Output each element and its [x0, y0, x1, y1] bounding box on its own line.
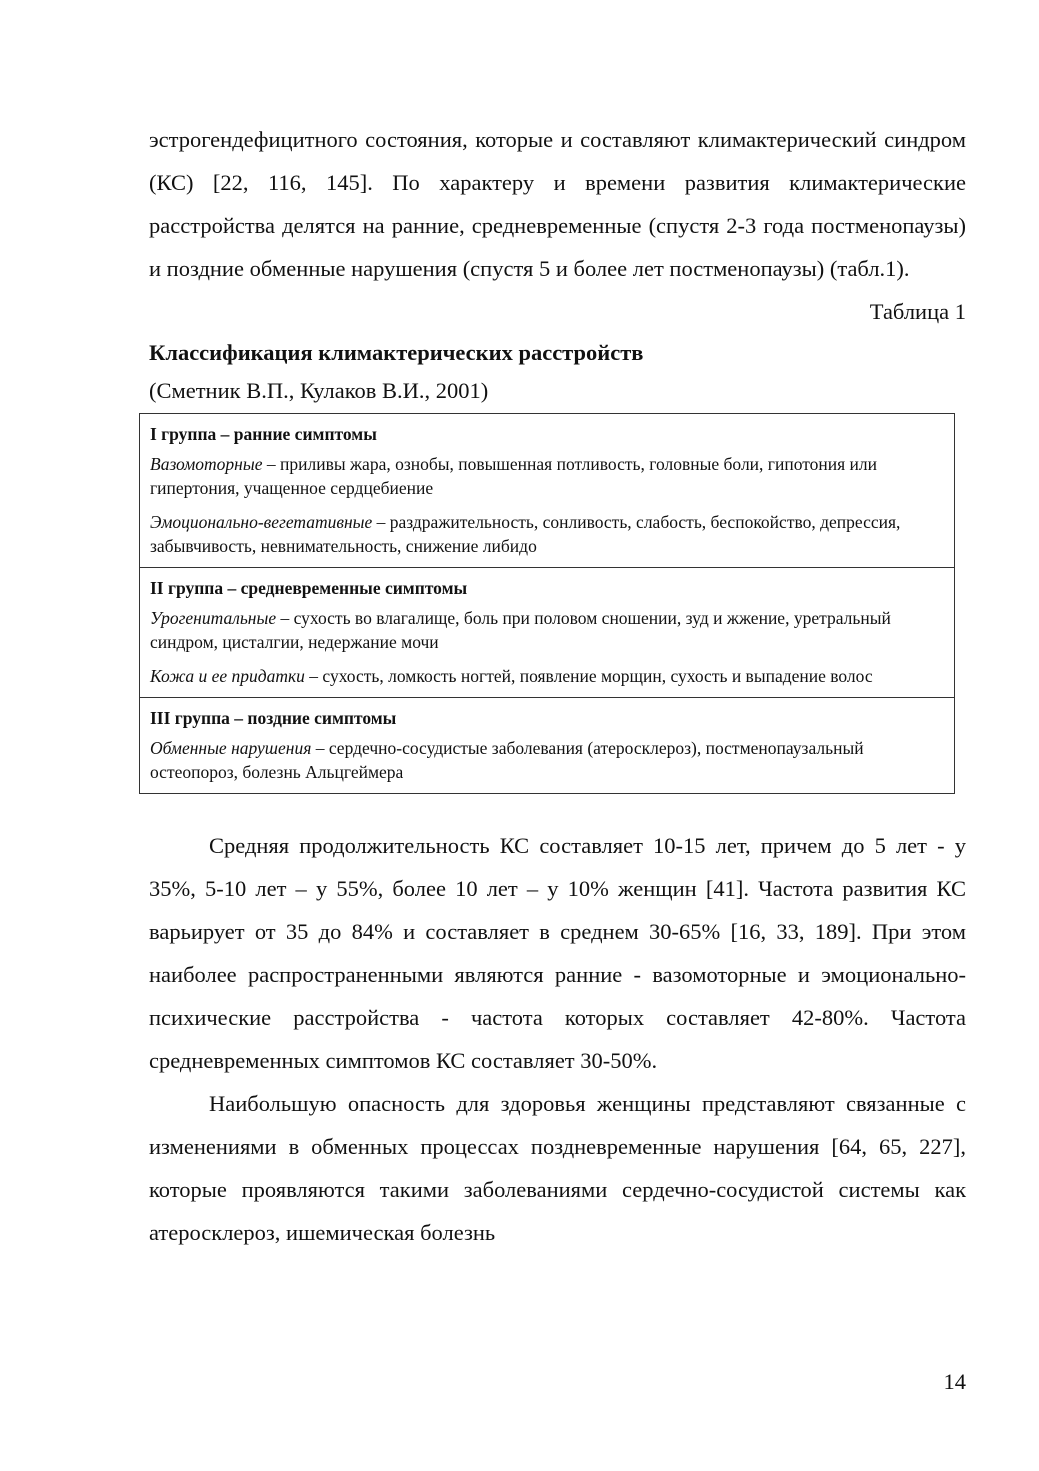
item-term: Обменные нарушения: [150, 738, 312, 758]
paragraph-danger: Наибольшую опасность для здоровья женщины представляют связанные с изменениями в обменных процессах поздневременные нарушения [64, 65, 227], которые проявляются такими заболеваниями сердечно-сосудистой системы как атеросклероз, ишемическая болезнь: [149, 1091, 966, 1245]
item-term: Вазомоторные: [150, 454, 263, 474]
item-term: Кожа и ее придатки: [150, 666, 305, 686]
group-title: III группа – поздние симптомы: [150, 708, 397, 728]
group-title: II группа – средневременные симптомы: [150, 578, 468, 598]
table-group-late: [140, 697, 954, 793]
group-item: [150, 510, 944, 558]
group-item: [150, 664, 944, 688]
classification-table: [139, 413, 955, 794]
document-page: [149, 118, 966, 1254]
table-group-middle: [140, 567, 954, 697]
item-text: – сухость, ломкость ногтей, появление морщин, сухость и выпадение волос: [304, 666, 873, 686]
item-text: – сердечно-сосудистые заболевания (атеросклероз), постменопаузальный остеопороз, болезнь Альцгеймера: [150, 738, 864, 782]
item-text: – приливы жара, ознобы, повышенная потливость, головные боли, гипотония или гипертония, учащенное сердцебиение: [150, 454, 878, 498]
table-group-early: [140, 414, 954, 567]
item-text: – сухость во влагалище, боль при половом сношении, зуд и жжение, уретральный синдром, цисталгии, недержание мочи: [150, 608, 891, 652]
table-source: (Сметник В.П., Кулаков В.И., 2001): [149, 378, 489, 403]
item-term: Эмоционально-вегетативные: [150, 512, 373, 532]
paragraph-intro: эстрогендефицитного состояния, которые и составляют климактерический синдром (КС) [22, 116, 145]. По характеру и времени развития климактерические расстройства делятся на ранние, средневременные (спустя 2-3 года постменопаузы) и поздние обменные нарушения (спустя 5 и более лет постменопаузы) (табл.1).: [149, 127, 966, 281]
item-text: – раздражительность, сонливость, слабость, беспокойство, депрессия, забывчивость, невнимательность, снижение либидо: [150, 512, 901, 556]
group-title: I группа – ранние симптомы: [150, 424, 377, 444]
table-label: Таблица 1: [869, 299, 966, 324]
group-item: [150, 606, 944, 654]
group-item: [150, 736, 944, 784]
item-term: Урогенитальные: [150, 608, 277, 628]
paragraph-duration: Средняя продолжительность КС составляет 10-15 лет, причем до 5 лет - у 35%, 5-10 лет – у 55%, более 10 лет – у 10% женщин [41]. Частота развития КС варьирует от 35 до 84% и составляет в среднем 30-65% [16, 33, 189]. При этом наиболее распространенными являются ранние - вазомоторные и эмоционально-психические расстройства - частота которых составляет 42-80%. Частота средневременных симптомов КС составляет 30-50%.: [149, 833, 966, 1073]
table-title: Классификация климактерических расстройств: [149, 340, 644, 365]
page-number: 14: [943, 1369, 966, 1394]
group-item: [150, 452, 944, 500]
